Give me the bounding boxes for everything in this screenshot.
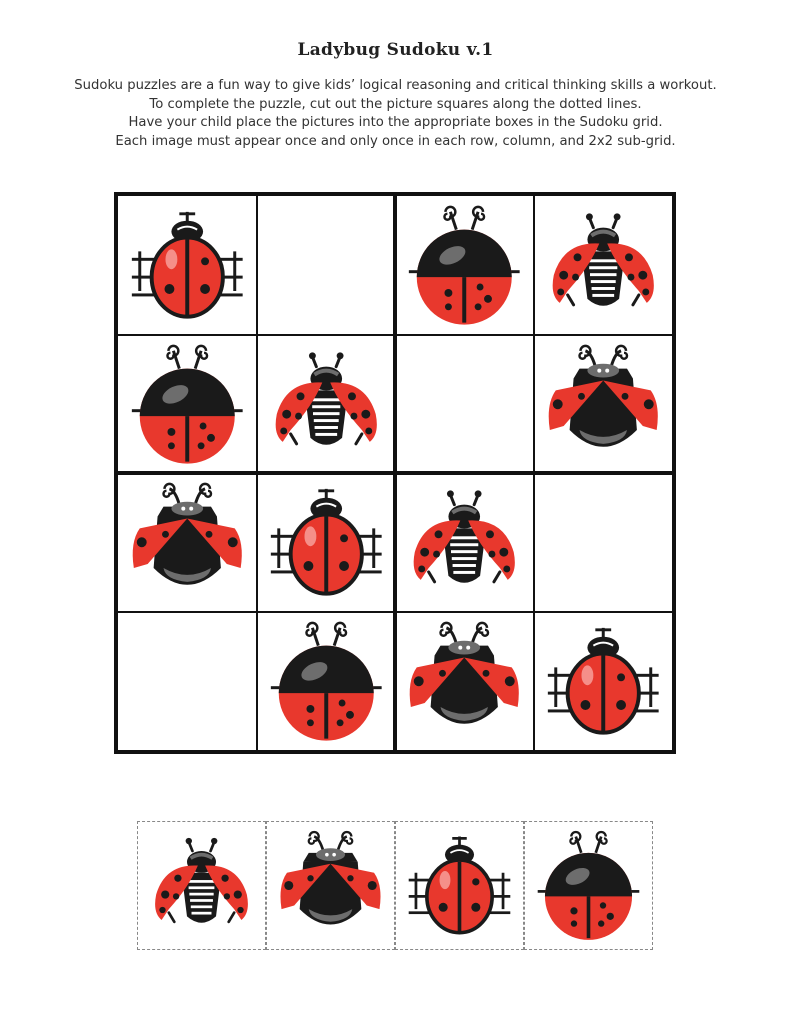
grid-cell bbox=[257, 335, 396, 474]
ladybug-wings-open-icon bbox=[257, 335, 396, 474]
grid-cell bbox=[118, 335, 257, 474]
instruction-line: Have your child place the pictures into the appropriate boxes in the Sudoku grid. bbox=[128, 115, 663, 130]
grid-cell bbox=[534, 612, 673, 751]
grid-cell bbox=[534, 335, 673, 474]
cell-divider bbox=[533, 196, 535, 750]
ladybug-legs-icon bbox=[118, 196, 257, 335]
ladybug-spiral-antennae-icon bbox=[257, 612, 396, 751]
grid-cell bbox=[257, 612, 396, 751]
grid-cell bbox=[395, 612, 534, 751]
subgrid-divider bbox=[118, 471, 672, 475]
ladybug-face-icon bbox=[534, 335, 673, 474]
ladybug-spiral-antennae-icon bbox=[118, 335, 257, 474]
grid-cell-empty[interactable] bbox=[118, 612, 257, 751]
ladybug-wings-open-icon bbox=[534, 196, 673, 335]
grid-cell bbox=[118, 473, 257, 612]
ladybug-face-icon bbox=[395, 612, 534, 751]
grid-cell bbox=[395, 196, 534, 335]
ladybug-wings-open-icon bbox=[138, 822, 265, 949]
grid-cell-empty[interactable] bbox=[257, 196, 396, 335]
grid-cell bbox=[395, 473, 534, 612]
cutout-piece[interactable] bbox=[395, 821, 524, 950]
sudoku-grid bbox=[114, 192, 676, 754]
grid-cell-empty[interactable] bbox=[534, 473, 673, 612]
ladybug-legs-icon bbox=[257, 473, 396, 612]
grid-cell bbox=[257, 473, 396, 612]
cutout-piece[interactable] bbox=[266, 821, 395, 950]
ladybug-face-icon bbox=[118, 473, 257, 612]
cutout-piece[interactable] bbox=[524, 821, 653, 950]
grid-cell bbox=[118, 196, 257, 335]
instructions bbox=[0, 77, 791, 151]
instruction-line: Sudoku puzzles are a fun way to give kids’ logical reasoning and critical thinking skills a workout. bbox=[74, 78, 717, 93]
ladybug-legs-icon bbox=[396, 822, 523, 949]
ladybug-spiral-antennae-icon bbox=[395, 196, 534, 335]
grid-cell bbox=[534, 196, 673, 335]
cutout-piece[interactable] bbox=[137, 821, 266, 950]
ladybug-legs-icon bbox=[534, 612, 673, 751]
ladybug-spiral-antennae-icon bbox=[525, 822, 652, 949]
page-title: Ladybug Sudoku v.1 bbox=[297, 40, 494, 60]
instruction-line: To complete the puzzle, cut out the picture squares along the dotted lines. bbox=[149, 96, 642, 112]
cell-divider bbox=[118, 611, 672, 613]
instruction-line: Each image must appear once and only once in each row, column, and 2x2 sub-grid. bbox=[115, 133, 676, 149]
ladybug-face-icon bbox=[267, 822, 394, 949]
ladybug-wings-open-icon bbox=[395, 473, 534, 612]
grid-cell-empty[interactable] bbox=[395, 335, 534, 474]
